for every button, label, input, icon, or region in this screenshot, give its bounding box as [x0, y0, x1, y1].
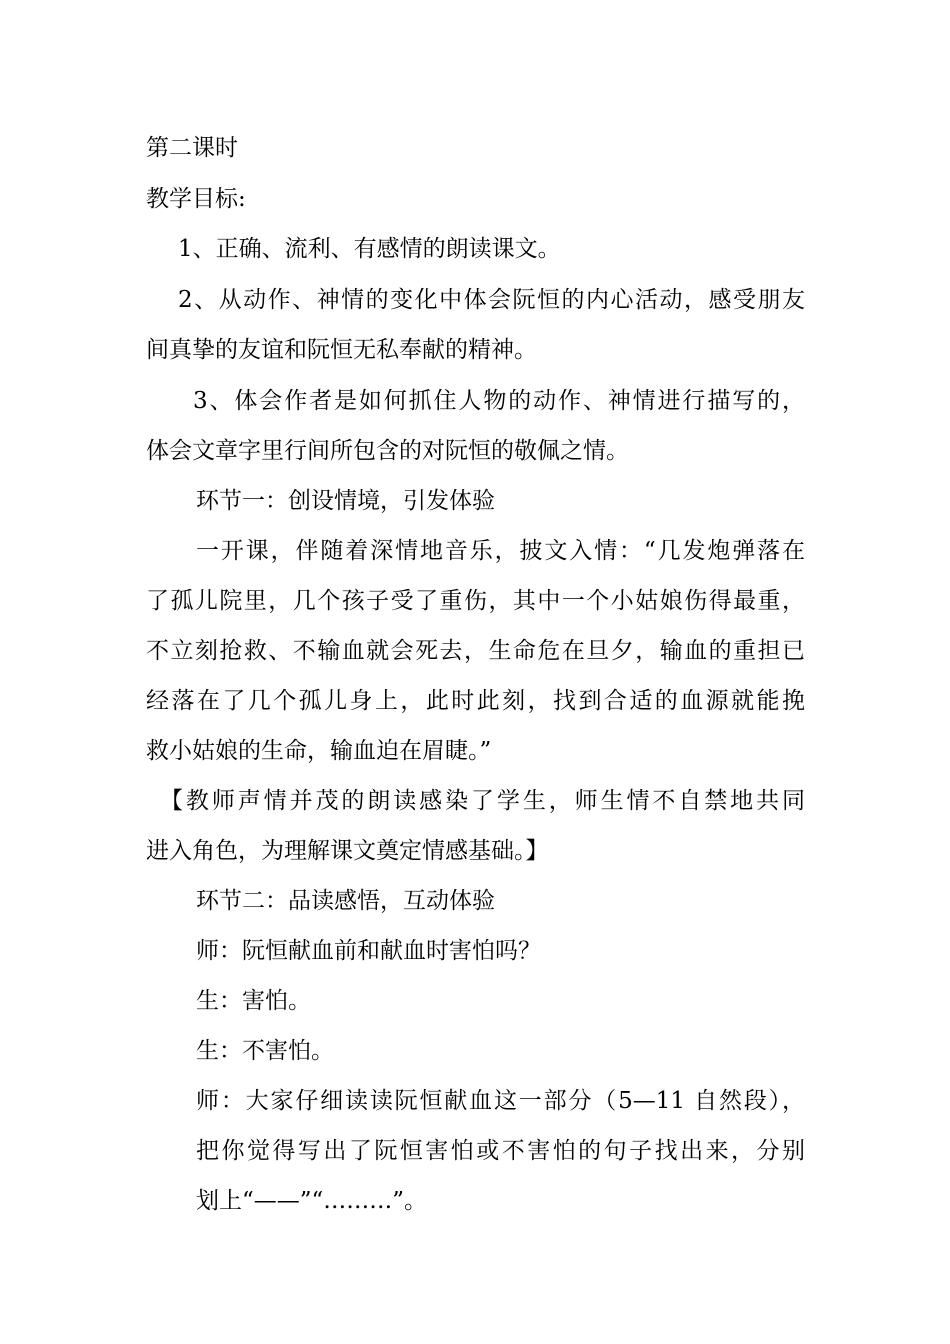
section-title: 第二课时 — [146, 135, 238, 161]
step-1-note-line-1: 【教师声情并茂的朗读感染了学生，师生情不自禁地共同 — [160, 788, 805, 814]
step-1-text-line-1: 一开课，伴随着深情地音乐，披文入情：“几发炮弹落在 — [196, 538, 805, 564]
student-answer-1: 生：害怕。 — [196, 988, 311, 1014]
step-2-heading: 环节二：品读感悟，互动体验 — [196, 888, 495, 914]
objective-1: 1、正确、流利、有感情的朗读课文。 — [178, 236, 561, 262]
teacher-question: 师：阮恒献血前和献血时害怕吗？ — [196, 938, 541, 964]
objective-3-line-1: 3、体会作者是如何抓住人物的动作、神情进行描写的， — [193, 388, 805, 414]
objective-2-line-2: 间真挚的友谊和阮恒无私奉献的精神。 — [146, 337, 537, 363]
objective-3-line-2: 体会文章字里行间所包含的对阮恒的敬佩之情。 — [146, 438, 629, 464]
step-1-heading: 环节一：创设情境，引发体验 — [196, 488, 495, 514]
step-1-text-line-3: 不立刻抢救、不输血就会死去，生命危在旦夕，输血的重担已 — [146, 638, 805, 664]
teacher-instruction-line-3: 划上“——”“………”。 — [196, 1188, 428, 1214]
step-1-text-line-2: 了孤儿院里，几个孩子受了重伤，其中一个小姑娘伤得最重， — [146, 588, 805, 614]
step-1-text-line-5: 救小姑娘的生命，输血迫在眉睫。” — [146, 738, 492, 764]
objective-2-line-1: 2、从动作、神情的变化中体会阮恒的内心活动，感受朋友 — [178, 287, 805, 313]
step-1-text-line-4: 经落在了几个孤儿身上，此时此刻，找到合适的血源就能挽 — [146, 688, 805, 714]
step-1-note-line-2: 进入角色，为理解课文奠定情感基础。】 — [146, 838, 549, 864]
student-answer-2: 生：不害怕。 — [196, 1038, 334, 1064]
objectives-heading: 教学目标: — [146, 186, 246, 212]
teacher-instruction-line-2: 把你觉得写出了阮恒害怕或不害怕的句子找出来，分别 — [196, 1138, 805, 1164]
teacher-instruction-line-1: 师：大家仔细读读阮恒献血这一部分（5—11 自然段）， — [196, 1088, 805, 1114]
